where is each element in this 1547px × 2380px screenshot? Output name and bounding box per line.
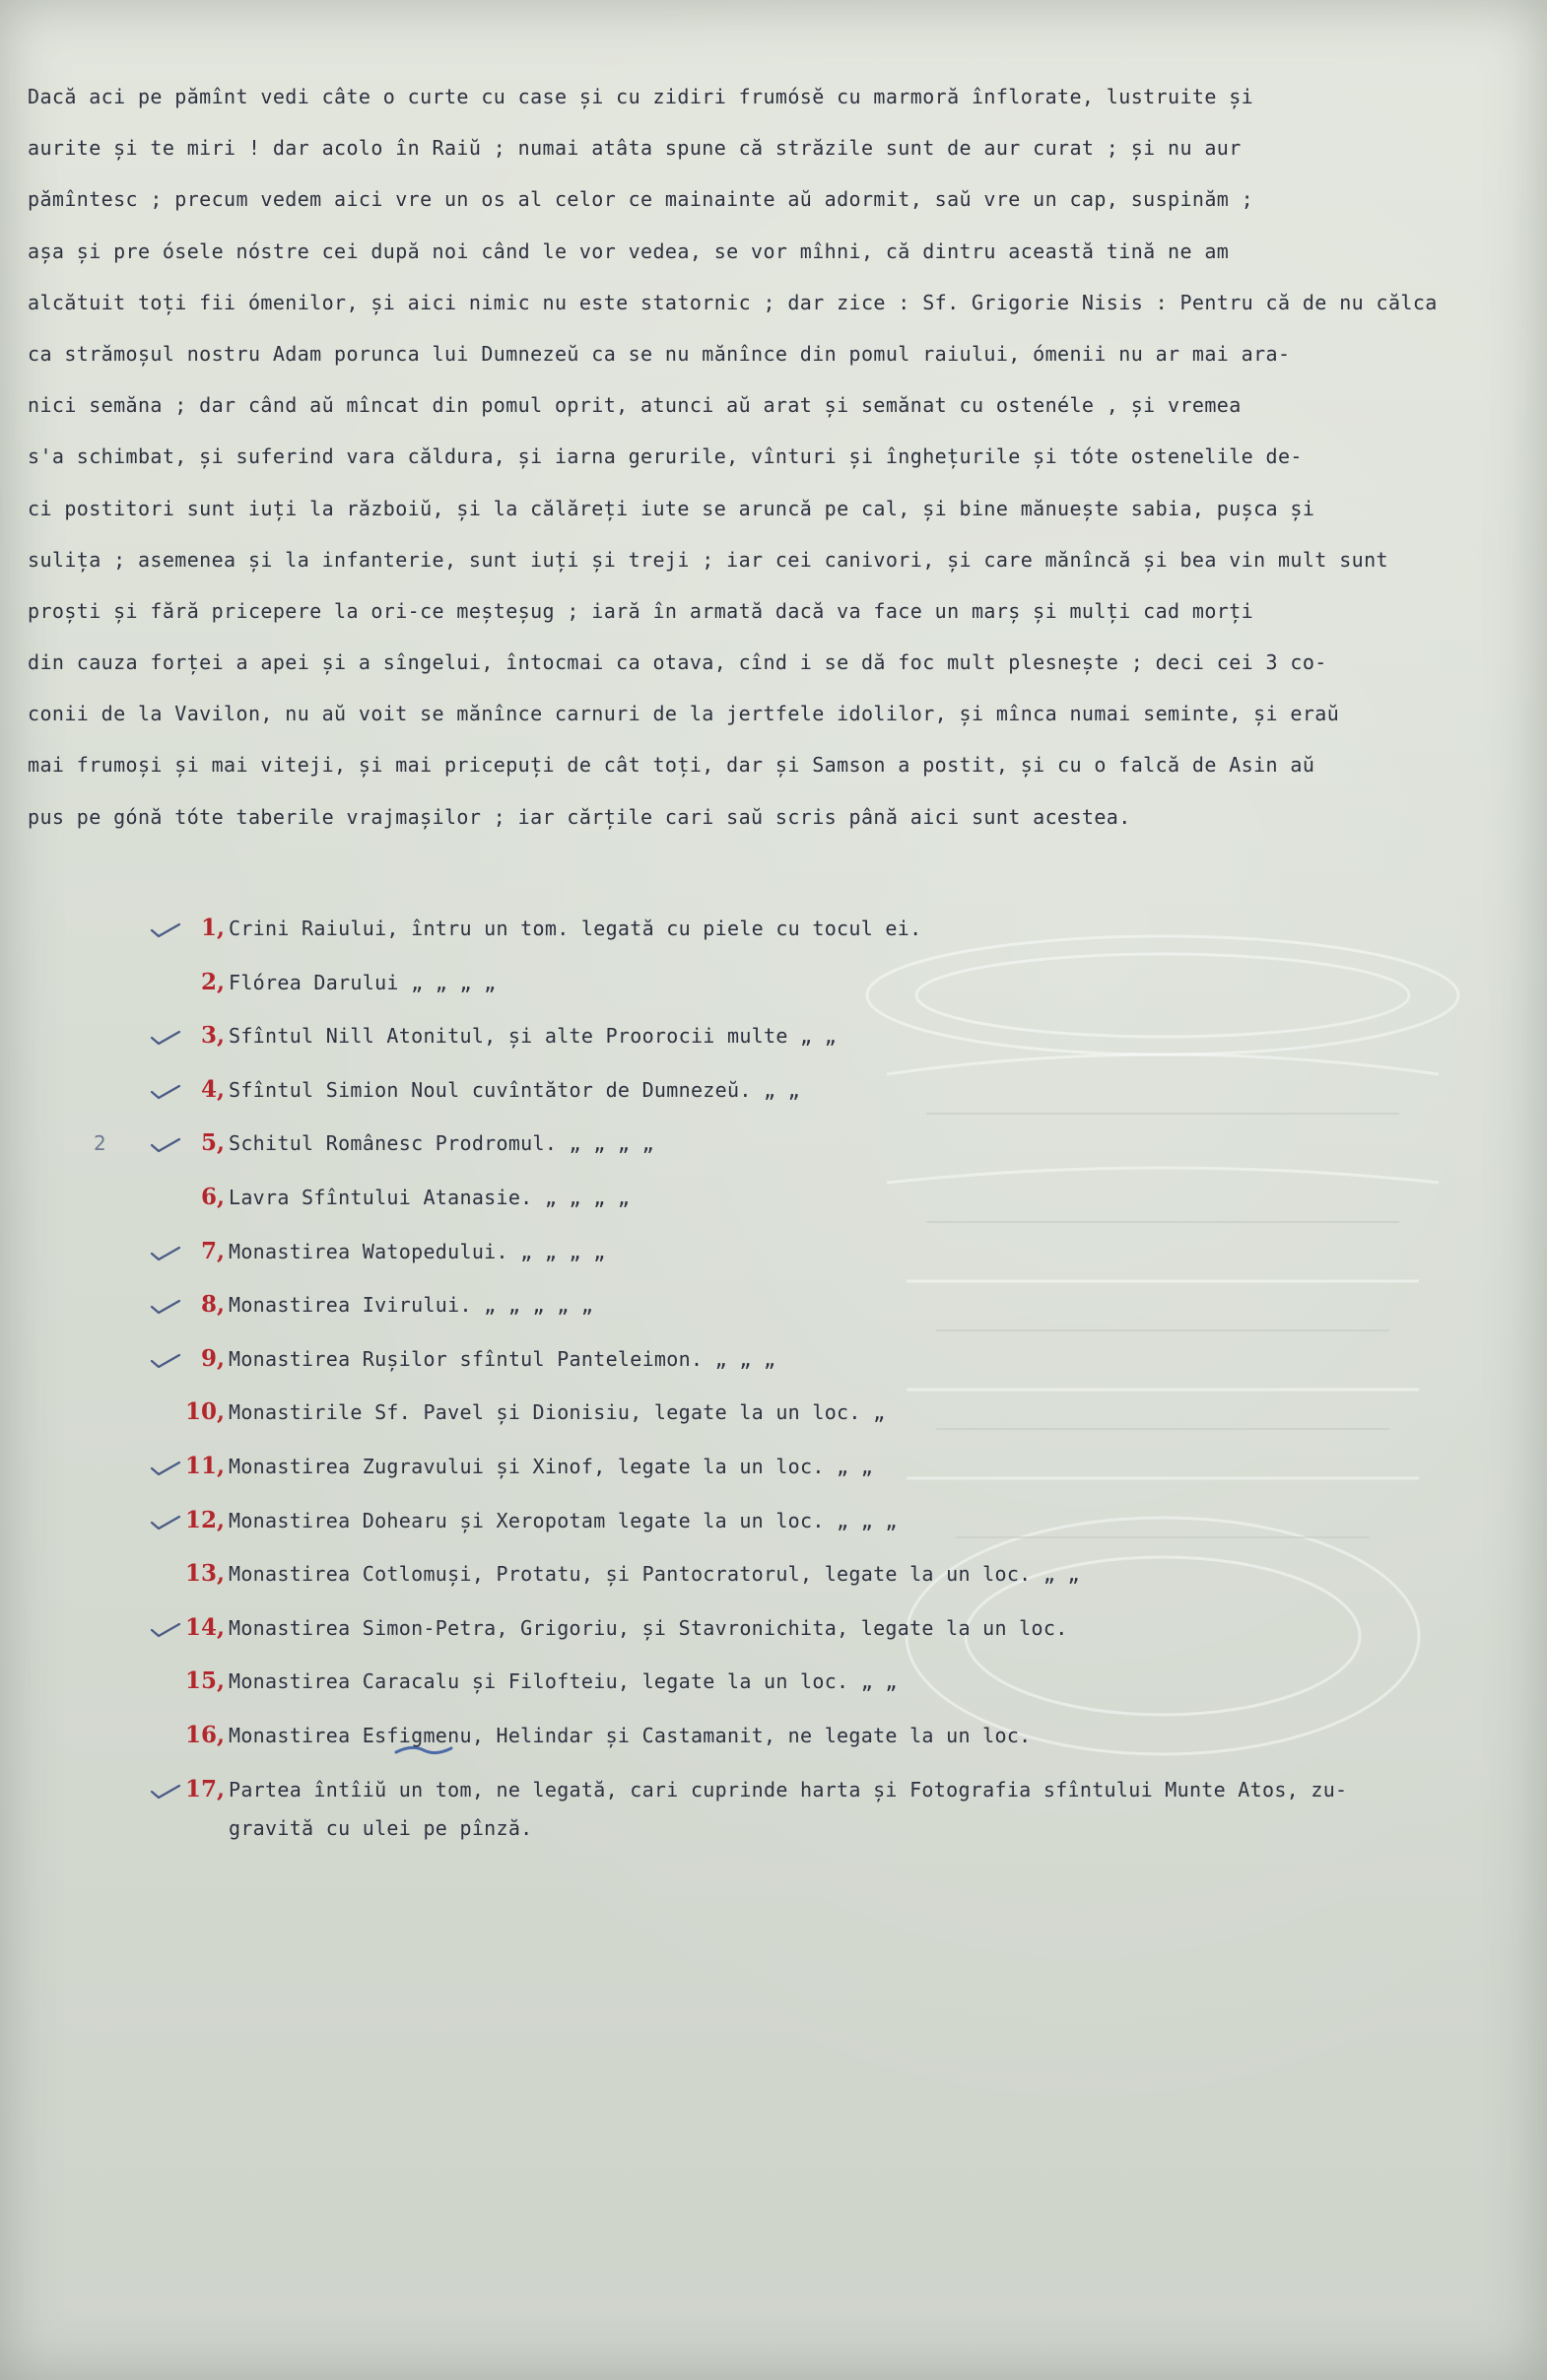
prose-line: aurite și te miri ! dar acolo în Raiŭ ; numai atâta spune că străzile sunt de aur curat ; și nu aur bbox=[28, 136, 1242, 161]
book-catalogue bbox=[94, 902, 1527, 1816]
catalogue-entry bbox=[148, 1332, 1527, 1387]
entry-number: 9, bbox=[200, 1344, 225, 1372]
catalogue-entry bbox=[148, 1709, 1527, 1763]
entry-title: Monastirea Zugravului și Xinof, legate la un loc. „ „ bbox=[229, 1454, 874, 1478]
prose-line: sulița ; asemenea și la infanterie, sunt iuți și treji ; iar cei canivori, și care mănîncă și bea vin mult sunt bbox=[28, 547, 1388, 572]
catalogue-entry bbox=[148, 1278, 1527, 1332]
prose-line: din cauza forței a apei și a sîngelui, întocmai ca otava, cînd i se dă foc mult plesnește ; deci cei 3 co- bbox=[28, 650, 1327, 675]
prose-line: proști și fără pricepere la ori-ce meșteșug ; iară în armată dacă va face un marș și mulți cad morți bbox=[28, 598, 1254, 623]
prose-line: ca strămoșul nostru Adam porunca lui Dumnezeŭ ca se nu mănînce din pomul raiului, ómenii nu ar mai ara- bbox=[28, 341, 1291, 366]
margin-note: 2 bbox=[94, 1131, 106, 1156]
entry-number: 16, bbox=[184, 1721, 225, 1748]
entry-title: Lavra Sfîntului Atanasie. „ „ „ „ bbox=[229, 1185, 631, 1209]
entry-number: 14, bbox=[184, 1613, 225, 1641]
catalogue-entry bbox=[94, 1117, 1527, 1171]
entry-title: Monastirea Watopedului. „ „ „ „ bbox=[229, 1239, 606, 1263]
entry-number: 10, bbox=[184, 1398, 225, 1426]
catalogue-entry bbox=[148, 1009, 1527, 1063]
prose-line: pămîntesc ; precum vedem aici vre un os al celor ce mainainte aŭ adormit, saŭ vre un cap, suspinăm ; bbox=[28, 187, 1254, 212]
entry-title: Monastirea Esfigmenu, Helindar și Castamanit, ne legate la un loc. bbox=[229, 1723, 1032, 1747]
catalogue-entry bbox=[148, 1440, 1527, 1494]
entry-title: Partea întîiŭ un tom, ne legată, cari cuprinde harta și Fotografia sfîntului Munte Atos, zu- bbox=[229, 1777, 1348, 1802]
catalogue-entry bbox=[148, 1601, 1527, 1656]
prose-line: nici semăna ; dar când aŭ mîncat din pomul oprit, atunci aŭ arat și semănat cu ostenéle , și vremea bbox=[28, 393, 1242, 418]
entry-number: 2, bbox=[200, 968, 225, 995]
catalogue-entry bbox=[148, 1171, 1527, 1225]
catalogue-entry bbox=[148, 1655, 1527, 1709]
prose-line: conii de la Vavilon, nu aŭ voit se mănînce carnuri de la jertfele idolilor, și mînca numai seminte, și eraŭ bbox=[28, 702, 1340, 726]
catalogue-entry bbox=[148, 1547, 1527, 1601]
entry-number: 7, bbox=[200, 1237, 225, 1264]
entry-title: Monastirea Ivirului. „ „ „ „ „ bbox=[229, 1293, 594, 1318]
entry-title: Flórea Darului „ „ „ „ bbox=[229, 970, 497, 994]
entry-number: 15, bbox=[184, 1667, 225, 1695]
prose-line: pus pe gónă tóte taberile vrajmașilor ; iar cărțile cari saŭ scris până aici sunt acestea. bbox=[28, 804, 1131, 829]
entry-title: Monastirea Dohearu și Xeropotam legate la un loc. „ „ „ bbox=[229, 1508, 898, 1532]
entry-title: Monastirea Rușilor sfîntul Panteleimon. „ „ „ bbox=[229, 1346, 776, 1371]
catalogue-entry bbox=[148, 1494, 1527, 1548]
entry-title: Schitul Românesc Prodromul. „ „ „ „ bbox=[229, 1131, 654, 1156]
entry-number: 11, bbox=[184, 1452, 225, 1479]
prose-line: alcătuit toți fii ómenilor, și aici nimic nu este statornic ; dar zice : Sf. Grigorie Nisis : Pentru că de nu călca bbox=[28, 290, 1438, 314]
entry-number: 17, bbox=[184, 1775, 225, 1802]
entry-title: Monastirile Sf. Pavel și Dionisiu, legate la un loc. „ bbox=[229, 1400, 886, 1425]
catalogue-entry bbox=[148, 1386, 1527, 1440]
entry-number: 4, bbox=[200, 1075, 225, 1103]
entry-title: Crini Raiului, întru un tom. legată cu piele cu tocul ei. bbox=[229, 917, 922, 940]
catalogue-entry bbox=[148, 1063, 1527, 1118]
entry-title: Sfîntul Nill Atonitul, și alte Proorocii multe „ „ bbox=[229, 1024, 838, 1049]
catalogue-entry bbox=[148, 956, 1527, 1010]
prose-line: Dacă aci pe pămînt vedi câte o curte cu case și cu zidiri frumósĕ cu marmoră înflorate, lustruite și bbox=[28, 85, 1254, 108]
catalogue-continuation-line: gravită cu ulei pe pînză. bbox=[229, 1816, 533, 1840]
entry-title: Monastirea Simon-Petra, Grigoriu, și Stavronichita, legate la un loc. bbox=[229, 1615, 1068, 1640]
catalogue-entry bbox=[148, 902, 1527, 956]
entry-number: 12, bbox=[184, 1506, 225, 1533]
entry-title: Monastirea Cotlomuși, Protatu, și Pantocratorul, legate la un loc. „ „ bbox=[229, 1562, 1080, 1587]
catalogue-entry bbox=[148, 1225, 1527, 1279]
entry-number: 3, bbox=[200, 1022, 225, 1050]
entry-number: 13, bbox=[184, 1560, 225, 1588]
prose-paragraph bbox=[28, 71, 1530, 843]
prose-line: s'a schimbat, și suferind vara căldura, și iarna gerurile, vînturi și înghețurile și tóte ostenelile de- bbox=[28, 444, 1303, 469]
prose-line: mai frumoși și mai viteji, și mai pricepuți de cât toți, dar și Samson a postit, și cu o falcă de Asin aŭ bbox=[28, 753, 1315, 778]
entry-number: 6, bbox=[200, 1183, 225, 1210]
entry-number: 5, bbox=[200, 1129, 225, 1157]
entry-title: Sfîntul Simion Noul cuvîntător de Dumnezeŭ. „ „ bbox=[229, 1077, 801, 1102]
prose-line: așa și pre ósele nóstre cei după noi când le vor vedea, se vor mîhni, că dintru această tină ne am bbox=[28, 238, 1230, 263]
entry-title: Monastirea Caracalu și Filofteiu, legate la un loc. „ „ bbox=[229, 1669, 898, 1694]
entry-number: 1, bbox=[200, 915, 225, 941]
prose-line: ci postitori sunt iuți la războiŭ, și la călăreți iute se aruncă pe cal, și bine mănuește sabia, pușca și bbox=[28, 496, 1315, 520]
entry-number: 8, bbox=[200, 1291, 225, 1319]
